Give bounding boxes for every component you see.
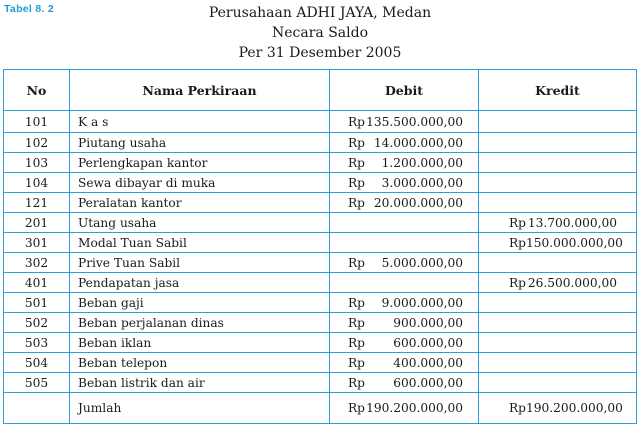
account-name: Utang usaha (70, 213, 330, 233)
debit-cell (330, 373, 479, 393)
kredit-amount: 13.700.000,00 (527, 215, 617, 230)
total-debit-amount: 190.200.000,00 (366, 401, 463, 415)
account-number: 504 (4, 353, 70, 373)
account-name: Piutang usaha (70, 133, 330, 153)
table-header-row (4, 70, 637, 111)
currency-symbol: Rp (348, 255, 365, 270)
currency-symbol: Rp (509, 215, 526, 230)
debit-cell (330, 233, 479, 253)
currency-symbol: Rp (348, 355, 365, 370)
debit-amount: 1.200.000,00 (381, 155, 463, 170)
debit-cell (330, 133, 479, 153)
debit-cell (330, 293, 479, 313)
debit-amount: 14.000.000,00 (373, 135, 463, 150)
currency-symbol: Rp (509, 275, 526, 290)
header-kredit: Kredit (479, 70, 637, 111)
account-number: 101 (4, 111, 70, 133)
report-period: Per 31 Desember 2005 (238, 45, 402, 61)
account-name: K a s (70, 111, 330, 133)
account-number: 501 (4, 293, 70, 313)
currency-symbol: Rp (509, 235, 526, 250)
debit-amount: 900.000,00 (393, 315, 463, 330)
debit-cell (330, 253, 479, 273)
kredit-cell (479, 233, 637, 253)
debit-cell (330, 193, 479, 213)
debit-cell (330, 213, 479, 233)
kredit-cell (479, 173, 637, 193)
table-body (4, 111, 637, 393)
table-row (4, 333, 637, 353)
account-number: 121 (4, 193, 70, 213)
account-number: 502 (4, 313, 70, 333)
account-number: 505 (4, 373, 70, 393)
currency-symbol: Rp (348, 375, 365, 390)
debit-amount: 400.000,00 (393, 355, 463, 370)
currency-symbol: Rp (348, 175, 365, 190)
currency-symbol: Rp (348, 401, 365, 415)
total-kredit-amount: 190.200.000,00 (525, 401, 623, 415)
table-row (4, 153, 637, 173)
account-name: Peralatan kantor (70, 193, 330, 213)
debit-amount: 3.000.000,00 (381, 175, 463, 190)
table-row (4, 193, 637, 213)
kredit-cell (479, 133, 637, 153)
debit-amount: 20.000.000,00 (373, 195, 463, 210)
account-number: 301 (4, 233, 70, 253)
account-name: Pendapatan jasa (70, 273, 330, 293)
currency-symbol: Rp (348, 135, 365, 150)
currency-symbol: Rp (348, 114, 365, 129)
table-row (4, 133, 637, 153)
debit-amount: 5.000.000,00 (381, 255, 463, 270)
currency-symbol: Rp (348, 295, 365, 310)
account-name: Modal Tuan Sabil (70, 233, 330, 253)
company-name: Perusahaan ADHI JAYA, Medan (208, 5, 432, 21)
header-no: No (4, 70, 70, 111)
account-name: Beban telepon (70, 353, 330, 373)
account-number: 102 (4, 133, 70, 153)
report-heading (0, 3, 640, 63)
total-kredit (479, 393, 637, 424)
account-number: 201 (4, 213, 70, 233)
kredit-cell (479, 193, 637, 213)
debit-cell (330, 111, 479, 133)
total-debit (330, 393, 479, 424)
currency-symbol: Rp (348, 315, 365, 330)
table-row (4, 213, 637, 233)
kredit-cell (479, 253, 637, 273)
account-name: Beban listrik dan air (70, 373, 330, 393)
total-row (4, 393, 637, 424)
report-title: Necara Saldo (271, 25, 369, 41)
debit-cell (330, 313, 479, 333)
currency-symbol: Rp (348, 335, 365, 350)
table-row (4, 173, 637, 193)
currency-symbol: Rp (348, 195, 365, 210)
debit-cell (330, 273, 479, 293)
account-number: 503 (4, 333, 70, 353)
table-row (4, 273, 637, 293)
account-number: 401 (4, 273, 70, 293)
account-name: Beban iklan (70, 333, 330, 353)
account-number: 103 (4, 153, 70, 173)
kredit-cell (479, 111, 637, 133)
table-number-label: Tabel 8. 2 (4, 3, 55, 15)
header-name: Nama Perkiraan (70, 70, 330, 111)
debit-amount: 9.000.000,00 (381, 295, 463, 310)
header-debit: Debit (330, 70, 479, 111)
kredit-cell (479, 273, 637, 293)
table-row (4, 353, 637, 373)
kredit-cell (479, 293, 637, 313)
currency-symbol: Rp (348, 155, 365, 170)
debit-amount: 135.500.000,00 (366, 114, 463, 129)
account-number: 302 (4, 253, 70, 273)
kredit-cell (479, 153, 637, 173)
total-no (4, 393, 70, 424)
kredit-cell (479, 313, 637, 333)
table-row (4, 111, 637, 133)
trial-balance-table (3, 69, 637, 424)
debit-cell (330, 353, 479, 373)
debit-amount: 600.000,00 (393, 375, 463, 390)
account-name: Beban perjalanan dinas (70, 313, 330, 333)
currency-symbol: Rp (509, 401, 526, 415)
total-label: Jumlah (70, 393, 330, 424)
debit-cell (330, 173, 479, 193)
account-number: 104 (4, 173, 70, 193)
kredit-cell (479, 333, 637, 353)
kredit-cell (479, 373, 637, 393)
kredit-amount: 26.500.000,00 (527, 275, 617, 290)
table-row (4, 253, 637, 273)
table-row (4, 293, 637, 313)
debit-cell (330, 153, 479, 173)
debit-cell (330, 333, 479, 353)
table-row (4, 313, 637, 333)
kredit-cell (479, 353, 637, 373)
account-name: Beban gaji (70, 293, 330, 313)
kredit-amount: 150.000.000,00 (525, 235, 623, 250)
table-row (4, 233, 637, 253)
account-name: Perlengkapan kantor (70, 153, 330, 173)
debit-amount: 600.000,00 (393, 335, 463, 350)
kredit-cell (479, 213, 637, 233)
table-row (4, 373, 637, 393)
account-name: Prive Tuan Sabil (70, 253, 330, 273)
account-name: Sewa dibayar di muka (70, 173, 330, 193)
